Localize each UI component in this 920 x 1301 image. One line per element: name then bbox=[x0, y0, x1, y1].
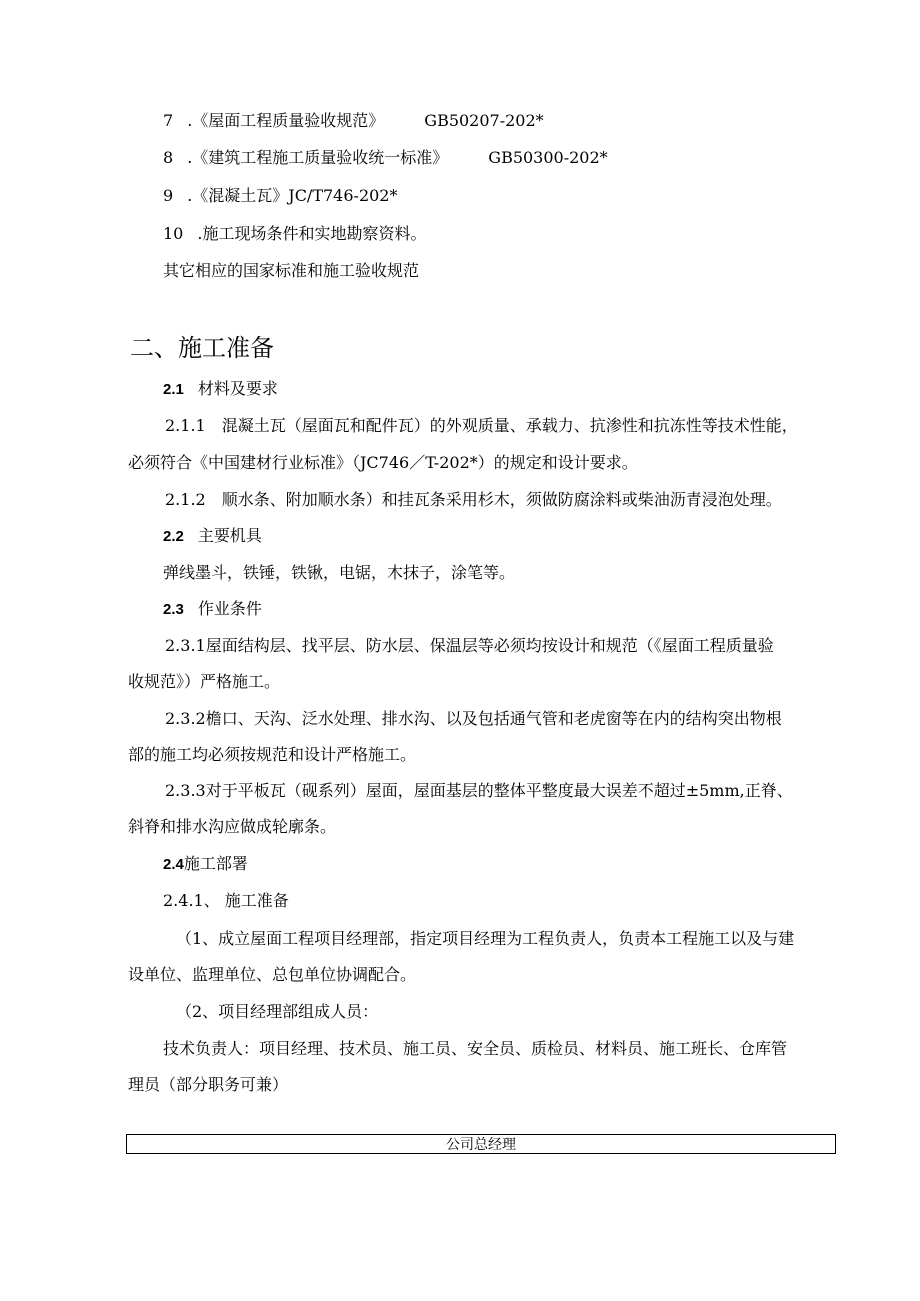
paragraph-2-3-3-line1: 2.3.3对于平板瓦（砚系列）屋面，屋面基层的整体平整度最大误差不超过±5mm,正脊、 bbox=[165, 781, 793, 800]
paragraph-2-4-1-2: （2、项目经理部组成人员： bbox=[176, 1002, 379, 1021]
paragraph-2-3-1-line2: 收规范》）严格施工。 bbox=[128, 672, 281, 691]
subsection-2-3-heading: 2.3 作业条件 bbox=[163, 599, 262, 618]
subsection-2-2-heading: 2.2 主要机具 bbox=[163, 526, 262, 545]
subsection-2-1-heading: 2.1 材料及要求 bbox=[163, 379, 278, 398]
reference-item-10: 10 .施工现场条件和实地勘察资料。 bbox=[163, 224, 427, 243]
paragraph-2-1-1-line1: 2.1.1 混凝土瓦（屋面瓦和配件瓦）的外观质量、承载力、抗渗性和抗冻性等技术性能， bbox=[165, 416, 798, 435]
paragraph-2-1-1-line2: 必须符合《中国建材行业标准》（JC746／T-202*）的规定和设计要求。 bbox=[128, 453, 638, 472]
subsection-2-4-heading: 2.4施工部署 bbox=[163, 854, 248, 873]
staff-list-line1: 技术负责人：项目经理、技术员、施工员、安全员、质检员、材料员、施工班长、仓库管 bbox=[163, 1039, 788, 1058]
paragraph-2-3-2-line2: 部的施工均必须按规范和设计严格施工。 bbox=[128, 745, 417, 764]
reference-other: 其它相应的国家标准和施工验收规范 bbox=[163, 261, 420, 280]
section-title: 二、施工准备 bbox=[130, 334, 274, 362]
paragraph-2-3-1-line1: 2.3.1屋面结构层、找平层、防水层、保温层等必须均按设计和规范（《屋面工程质量验 bbox=[165, 636, 774, 655]
paragraph-2-4-1-1-line1: （1、成立屋面工程项目经理部，指定项目经理为工程负责人，负责本工程施工以及与建 bbox=[176, 929, 795, 948]
reference-item-7: 7 .《屋面工程质量验收规范》 GB50207-202* bbox=[163, 111, 544, 130]
subsection-2-4-1-heading: 2.4.1、 施工准备 bbox=[163, 891, 289, 910]
org-chart-general-manager-box: 公司总经理 bbox=[126, 1134, 836, 1154]
paragraph-2-3-2-line1: 2.3.2檐口、天沟、泛水处理、排水沟、以及包括通气管和老虎窗等在内的结构突出物根 bbox=[165, 709, 782, 728]
reference-item-8: 8 .《建筑工程施工质量验收统一标准》 GB50300-202* bbox=[163, 148, 608, 167]
staff-list-line2: 理员（部分职务可兼） bbox=[128, 1075, 289, 1094]
paragraph-2-1-2: 2.1.2 顺水条、附加顺水条）和挂瓦条采用杉木，须做防腐涂料或柴油沥青浸泡处理。 bbox=[165, 490, 782, 509]
paragraph-2-4-1-1-line2: 设单位、监理单位、总包单位协调配合。 bbox=[128, 965, 417, 984]
paragraph-2-2: 弹线墨斗，铁锤，铁锹，电锯，木抹子，涂笔等。 bbox=[163, 563, 516, 582]
reference-item-9: 9 .《混凝土瓦》JC/T746-202* bbox=[163, 186, 398, 205]
paragraph-2-3-3-line2: 斜脊和排水沟应做成轮廓条。 bbox=[128, 817, 337, 836]
